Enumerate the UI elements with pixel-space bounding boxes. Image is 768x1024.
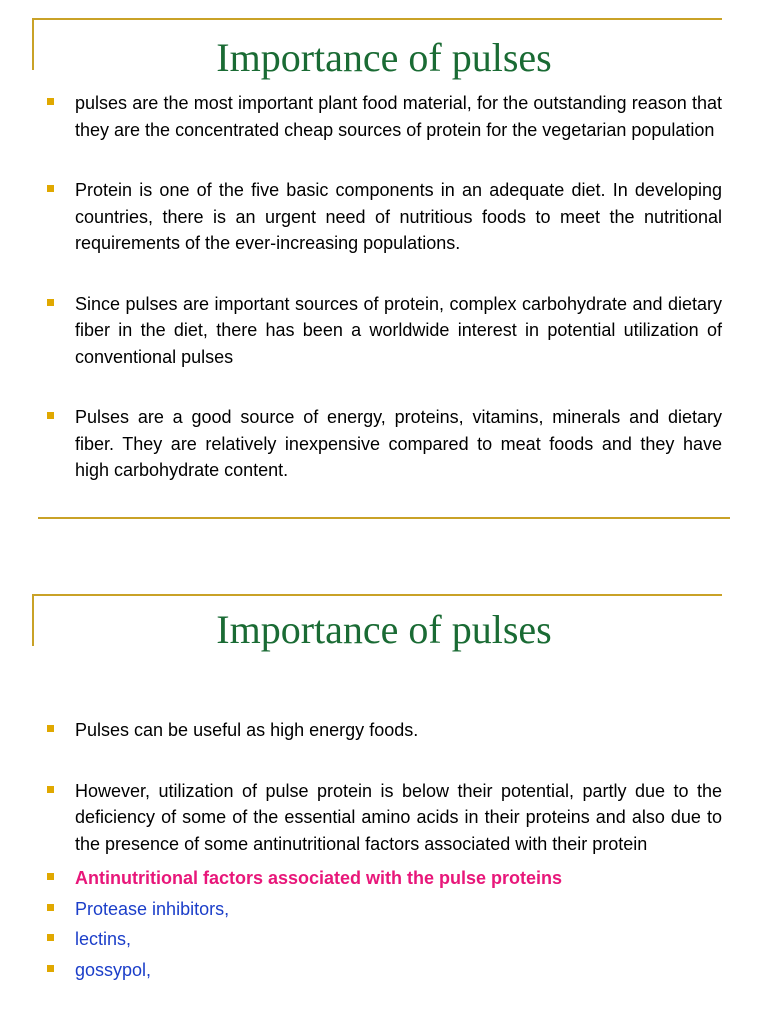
factor-text: lectins, [75, 929, 132, 949]
list-item [40, 717, 722, 744]
bullet-square-icon [47, 934, 54, 941]
bullet-text: pulses are the most important plant food material, for the outstanding reason that they are the concentrated cheap sources of protein for the vegetarian population [75, 93, 722, 140]
bullet-text: Since pulses are important sources of protein, complex carbohydrate and dietary fiber in the diet, there has been a worldwide interest in potential utilization of conventional pulses [75, 293, 722, 367]
highlight-text: Antinutritional factors associated with the pulse proteins [75, 868, 563, 888]
slide-1-title: Importance of pulses [216, 35, 552, 80]
bullet-text: However, utilization of pulse protein is below their potential, partly due to the deficiency of some of the essential amino acids in their proteins and also due to the presence of some antinutritional factors associated with their protein [75, 780, 722, 854]
bullet-text: Protein is one of the five basic components in an adequate diet. In developing countries, there is an urgent need of nutritious foods to meet the nutritional requirements of the ever-increasing populations. [75, 180, 722, 253]
factor-text: Protease inhibitors, [75, 898, 230, 919]
slide-2-bullet-list [40, 717, 722, 987]
bullet-text: Pulses can be useful as high energy foods. [75, 720, 419, 740]
list-item-highlight [40, 865, 722, 892]
factor-text: gossypol, [75, 959, 152, 980]
list-item-factor [40, 957, 722, 984]
slide-2-title: Importance of pulses [216, 607, 552, 652]
bullet-square-icon [47, 786, 54, 793]
list-item-factor [40, 896, 722, 923]
bullet-text: Pulses are a good source of energy, proteins, vitamins, minerals and dietary fiber. They are relatively inexpensive compared to meat foods and they have high carbohydrate content. [75, 407, 722, 480]
bullet-square-icon [47, 725, 54, 732]
list-item-factor [40, 926, 722, 953]
bullet-square-icon [47, 904, 54, 911]
bullet-square-icon [47, 965, 54, 972]
list-item [40, 778, 722, 858]
slide-2-top-rule [32, 594, 722, 596]
bullet-square-icon [47, 873, 54, 880]
